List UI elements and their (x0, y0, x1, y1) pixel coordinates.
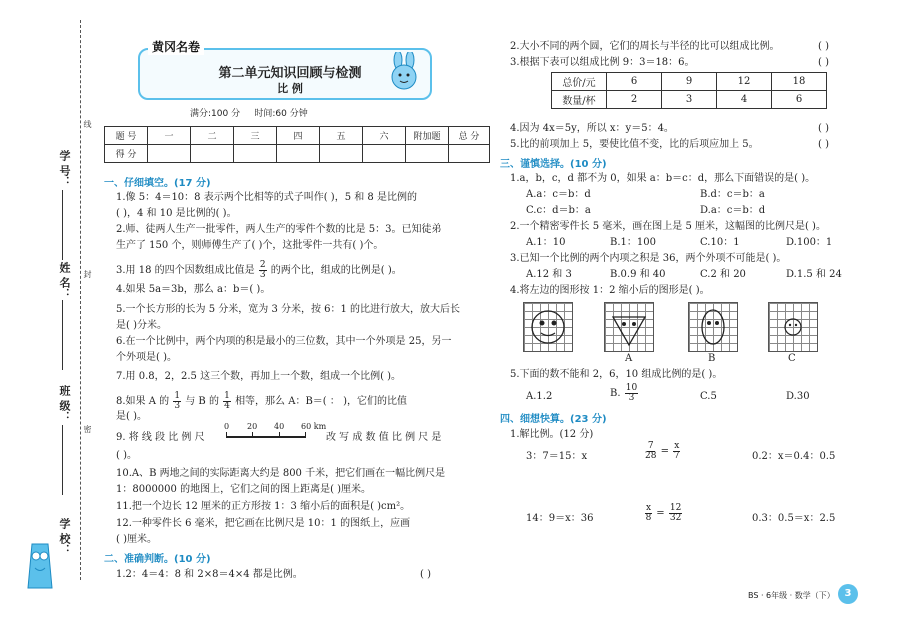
question-line: 11.把一个边长 12 厘米的正方形按 1：3 缩小后的面积是( )cm²。 (116, 501, 411, 512)
table-cell: 9 (662, 73, 717, 91)
section3-heading: 三、谨慎选择。(10 分) (500, 159, 607, 170)
seal-mark-mi: 密 (83, 425, 92, 433)
fraction-denominator: 3 (174, 401, 181, 411)
scale-tick-label: 0 (224, 422, 230, 431)
exam-meta: 满分:100 分 时间:60 分钟 (190, 109, 308, 119)
table-cell: 6 (772, 91, 827, 109)
fraction-1-3 (173, 392, 181, 411)
question-line: 2.师、徒两人生产一批零件，两人生产的零件个数的比是 5：3。已知徒弟 (116, 224, 442, 235)
score-cell[interactable] (191, 145, 234, 163)
rabbit-mascot (384, 52, 424, 94)
option-c-figure[interactable] (768, 302, 818, 352)
price-table (551, 72, 827, 109)
score-table-header-row (105, 127, 490, 145)
score-cell[interactable] (148, 145, 191, 163)
scale-tick (279, 432, 280, 438)
table-header-cell: 二 (191, 127, 234, 145)
question-line-8 (116, 392, 407, 411)
original-figure-grid (523, 302, 573, 352)
fraction-denominator: 8 (645, 513, 652, 523)
fraction (669, 504, 682, 523)
question-text: 3.用 18 的四个因数组成比值是 (116, 265, 255, 276)
section4-subheading: 1.解比例。(12 分) (510, 429, 594, 440)
table-cell: 3 (662, 91, 717, 109)
option[interactable]: D.100：1 (786, 237, 833, 248)
student-id-label: 学 号： (58, 150, 71, 187)
question-line: 10.A、B 两地之间的实际距离大约是 800 千米，把它们画在一幅比例尺是 (116, 468, 446, 479)
option[interactable]: C.5 (700, 391, 717, 402)
table-cell: 数量/杯 (552, 91, 607, 109)
option[interactable]: C.c：d＝b：a (526, 205, 591, 216)
proportion-equation-fraction (644, 442, 681, 461)
scale-bar (226, 436, 306, 438)
question-line: 个外项是( )。 (116, 352, 177, 363)
option-b-fraction[interactable] (610, 384, 639, 403)
question-line: ( )厘米。 (116, 534, 157, 545)
student-id-line (62, 190, 63, 260)
table-cell: 12 (717, 73, 772, 91)
scale-tick (252, 432, 253, 438)
table-row-label: 得 分 (105, 145, 148, 163)
score-cell[interactable] (406, 145, 449, 163)
footer-text: BS · 6年级 · 数学（下） (748, 591, 835, 600)
question-line-9b: 改 写 成 数 值 比 例 尺 是 (326, 432, 442, 443)
fraction-denominator: 7 (673, 451, 680, 461)
option[interactable]: D.30 (786, 391, 810, 402)
seal-mark-feng: 封 (83, 270, 92, 278)
scale-tick-label: 40 (274, 422, 285, 431)
table-cell: 总价/元 (552, 73, 607, 91)
choice-question-2: 2.一个精密零件长 5 毫米，画在图上是 5 厘米，这幅图的比例尺是( )。 (510, 221, 826, 232)
answer-paren[interactable]: ( ) (818, 57, 829, 68)
binding-line (80, 20, 81, 580)
question-line: 4.如果 5a＝3b，那么 a：b＝( )。 (116, 284, 271, 295)
fraction-2-3 (259, 261, 267, 280)
seal-mark-xian: 线 (83, 120, 92, 128)
option[interactable]: C.10：1 (700, 237, 740, 248)
fraction-denominator: 4 (224, 401, 230, 411)
fraction-denominator: 3 (259, 270, 266, 280)
fraction-1-4 (223, 392, 231, 411)
score-cell[interactable] (320, 145, 363, 163)
proportion-equation: 0.2：x＝0.4：0.5 (752, 451, 836, 462)
score-table (104, 126, 490, 163)
page-title: 第二单元知识回顾与检测 (218, 66, 362, 81)
question-text: 与 B 的 (185, 396, 219, 407)
proportion-equation-fraction (644, 504, 683, 523)
table-header-cell: 四 (277, 127, 320, 145)
question-text: 8.如果 A 的 (116, 396, 170, 407)
option[interactable]: B.d：c＝b：a (700, 189, 765, 200)
option[interactable]: A.a：c＝b：d (526, 189, 591, 200)
fraction-numerator: 7 (647, 441, 654, 451)
fraction-numerator: 12 (669, 503, 682, 513)
option-b-figure[interactable] (688, 302, 738, 352)
fraction (645, 504, 652, 523)
judge-question-4: 4.因为 4x＝5y，所以 x：y＝5：4。 (510, 123, 674, 134)
table-header-cell: 附加题 (406, 127, 449, 145)
fraction-numerator: 1 (224, 391, 230, 401)
score-cell[interactable] (277, 145, 320, 163)
proportion-equation: 3：7＝15：x (526, 451, 588, 462)
choice-question-3: 3.已知一个比例的两个内项之积是 36，两个外项不可能是( )。 (510, 253, 787, 264)
table-header-cell: 六 (363, 127, 406, 145)
score-cell[interactable] (234, 145, 277, 163)
fraction-denominator: 3 (628, 393, 635, 403)
option[interactable]: C.2 和 20 (700, 269, 746, 280)
option[interactable]: B.1：100 (610, 237, 656, 248)
judge-question-1: 1.2：4＝4：8 和 2×8＝4×4 都是比例。 (116, 569, 303, 580)
figure-label-b: B (708, 353, 716, 364)
question-line-9a: 9. 将 线 段 比 例 尺 (116, 432, 205, 443)
section1-heading: 一、仔细填空。(17 分) (104, 178, 211, 189)
table-cell: 18 (772, 73, 827, 91)
brand-logo: 黄冈名卷 (148, 38, 204, 55)
question-line: 7.用 0.8，2，2.5 这三个数，再加上一个数，组成一个比例( )。 (116, 371, 402, 382)
question-line-3 (116, 261, 402, 280)
score-table-score-row (105, 145, 490, 163)
name-label: 姓 名： (58, 262, 71, 299)
table-row (552, 73, 827, 91)
table-cell: 4 (717, 91, 772, 109)
table-header-cell: 总 分 (449, 127, 490, 145)
table-row (552, 91, 827, 109)
scale-tick (305, 432, 306, 438)
judge-question-3: 3.根据下表可以组成比例 9：3＝18：6。 (510, 57, 695, 68)
class-label: 班 级： (58, 385, 71, 422)
judge-question-2: 2.大小不同的两个圆，它们的周长与半径的比可以组成比例。 (510, 41, 780, 52)
option-label: B. (610, 388, 621, 399)
option[interactable]: D.1.5 和 24 (786, 269, 842, 280)
fraction (645, 442, 656, 461)
table-header-cell: 题 号 (105, 127, 148, 145)
mascot-illustration (22, 540, 58, 592)
proportion-equation: 14：9＝x：36 (526, 513, 594, 524)
page-number: 3 (844, 588, 852, 599)
fraction (673, 442, 680, 461)
option[interactable]: A.1.2 (526, 391, 553, 402)
question-line: 5.一个长方形的长为 5 分米，宽为 3 分米，按 6：1 的比进行放大，放大后长 (116, 304, 461, 315)
proportion-equation: 0.3：0.5＝x：2.5 (752, 513, 836, 524)
table-header-cell: 三 (234, 127, 277, 145)
score-cell[interactable] (449, 145, 490, 163)
question-line: 6.在一个比例中，两个内项的积是最小的三位数，其中一个外项是 25，另一 (116, 336, 452, 347)
question-line: 是( )分米。 (116, 320, 167, 331)
equals-sign: = (656, 508, 665, 519)
answer-paren[interactable]: ( ) (420, 569, 431, 580)
question-text: 相等，那么 A：B＝( ： )，它们的比值 (235, 396, 407, 407)
page-subtitle: 比 例 (277, 82, 303, 95)
answer-paren[interactable]: ( ) (818, 123, 829, 134)
scale-tick (226, 432, 227, 438)
question-line: ( )，4 和 10 是比例的( )。 (116, 208, 237, 219)
name-line (62, 300, 63, 370)
answer-paren[interactable]: ( ) (818, 139, 829, 150)
score-cell[interactable] (363, 145, 406, 163)
fraction-denominator: 28 (645, 451, 657, 461)
table-cell: 2 (607, 91, 662, 109)
question-line: 1.像 5：4＝10：8 表示两个比相等的式子叫作( )，5 和 8 是比例的 (116, 192, 417, 203)
section2-heading: 二、准确判断。(10 分) (104, 554, 211, 565)
page-number-badge (838, 584, 858, 604)
fraction-numerator: x (646, 503, 652, 513)
question-line: 1：8000000 的地图上，它们之间的图上距离是( )厘米。 (116, 484, 372, 495)
school-label: 学 校： (58, 518, 71, 555)
option[interactable]: A.1：10 (526, 237, 566, 248)
question-line: 12.一种零件长 6 毫米，把它画在比例尺是 10：1 的图纸上，应画 (116, 518, 411, 529)
fraction-10-3 (625, 384, 638, 403)
judge-question-5: 5.比的前项加上 5，要使比值不变，比的后项应加上 5。 (510, 139, 759, 150)
table-cell: 6 (607, 73, 662, 91)
choice-question-4: 4.将左边的图形按 1：2 缩小后的图形是( )。 (510, 285, 710, 296)
option[interactable]: A.12 和 3 (526, 269, 572, 280)
fraction-numerator: 2 (259, 260, 266, 270)
section4-heading: 四、细想快算。(23 分) (500, 414, 607, 425)
option[interactable]: B.0.9 和 40 (610, 269, 666, 280)
option[interactable]: D.a：c＝b：d (700, 205, 766, 216)
choice-question-1: 1.a，b，c，d 都不为 0，如果 a：b＝c：d，那么下面错误的是( )。 (510, 173, 816, 184)
fraction-numerator: 1 (174, 391, 181, 401)
choice-question-5: 5.下面的数不能和 2，6，10 组成比例的是( )。 (510, 369, 723, 380)
figure-label-c: C (788, 353, 796, 364)
fraction-denominator: 32 (669, 513, 682, 523)
fraction-numerator: 10 (625, 383, 638, 393)
question-line: 是( )。 (116, 411, 147, 422)
table-header-cell: 五 (320, 127, 363, 145)
scale-tick-label: 60 km (301, 422, 327, 431)
question-line: ( )。 (116, 450, 137, 461)
answer-paren[interactable]: ( ) (818, 41, 829, 52)
option-a-figure[interactable] (604, 302, 654, 352)
fraction-numerator: x (674, 441, 680, 451)
table-header-cell: 一 (148, 127, 191, 145)
question-text: 的两个比，组成的比例是( )。 (270, 265, 402, 276)
equals-sign: = (660, 446, 670, 457)
question-line: 生产了 150 个，则师傅生产了( )个，这批零件一共有( )个。 (116, 240, 384, 251)
line-scale-figure (224, 422, 327, 446)
class-line (62, 425, 63, 495)
scale-tick-label: 20 (247, 422, 258, 431)
figure-label-a: A (625, 353, 633, 364)
